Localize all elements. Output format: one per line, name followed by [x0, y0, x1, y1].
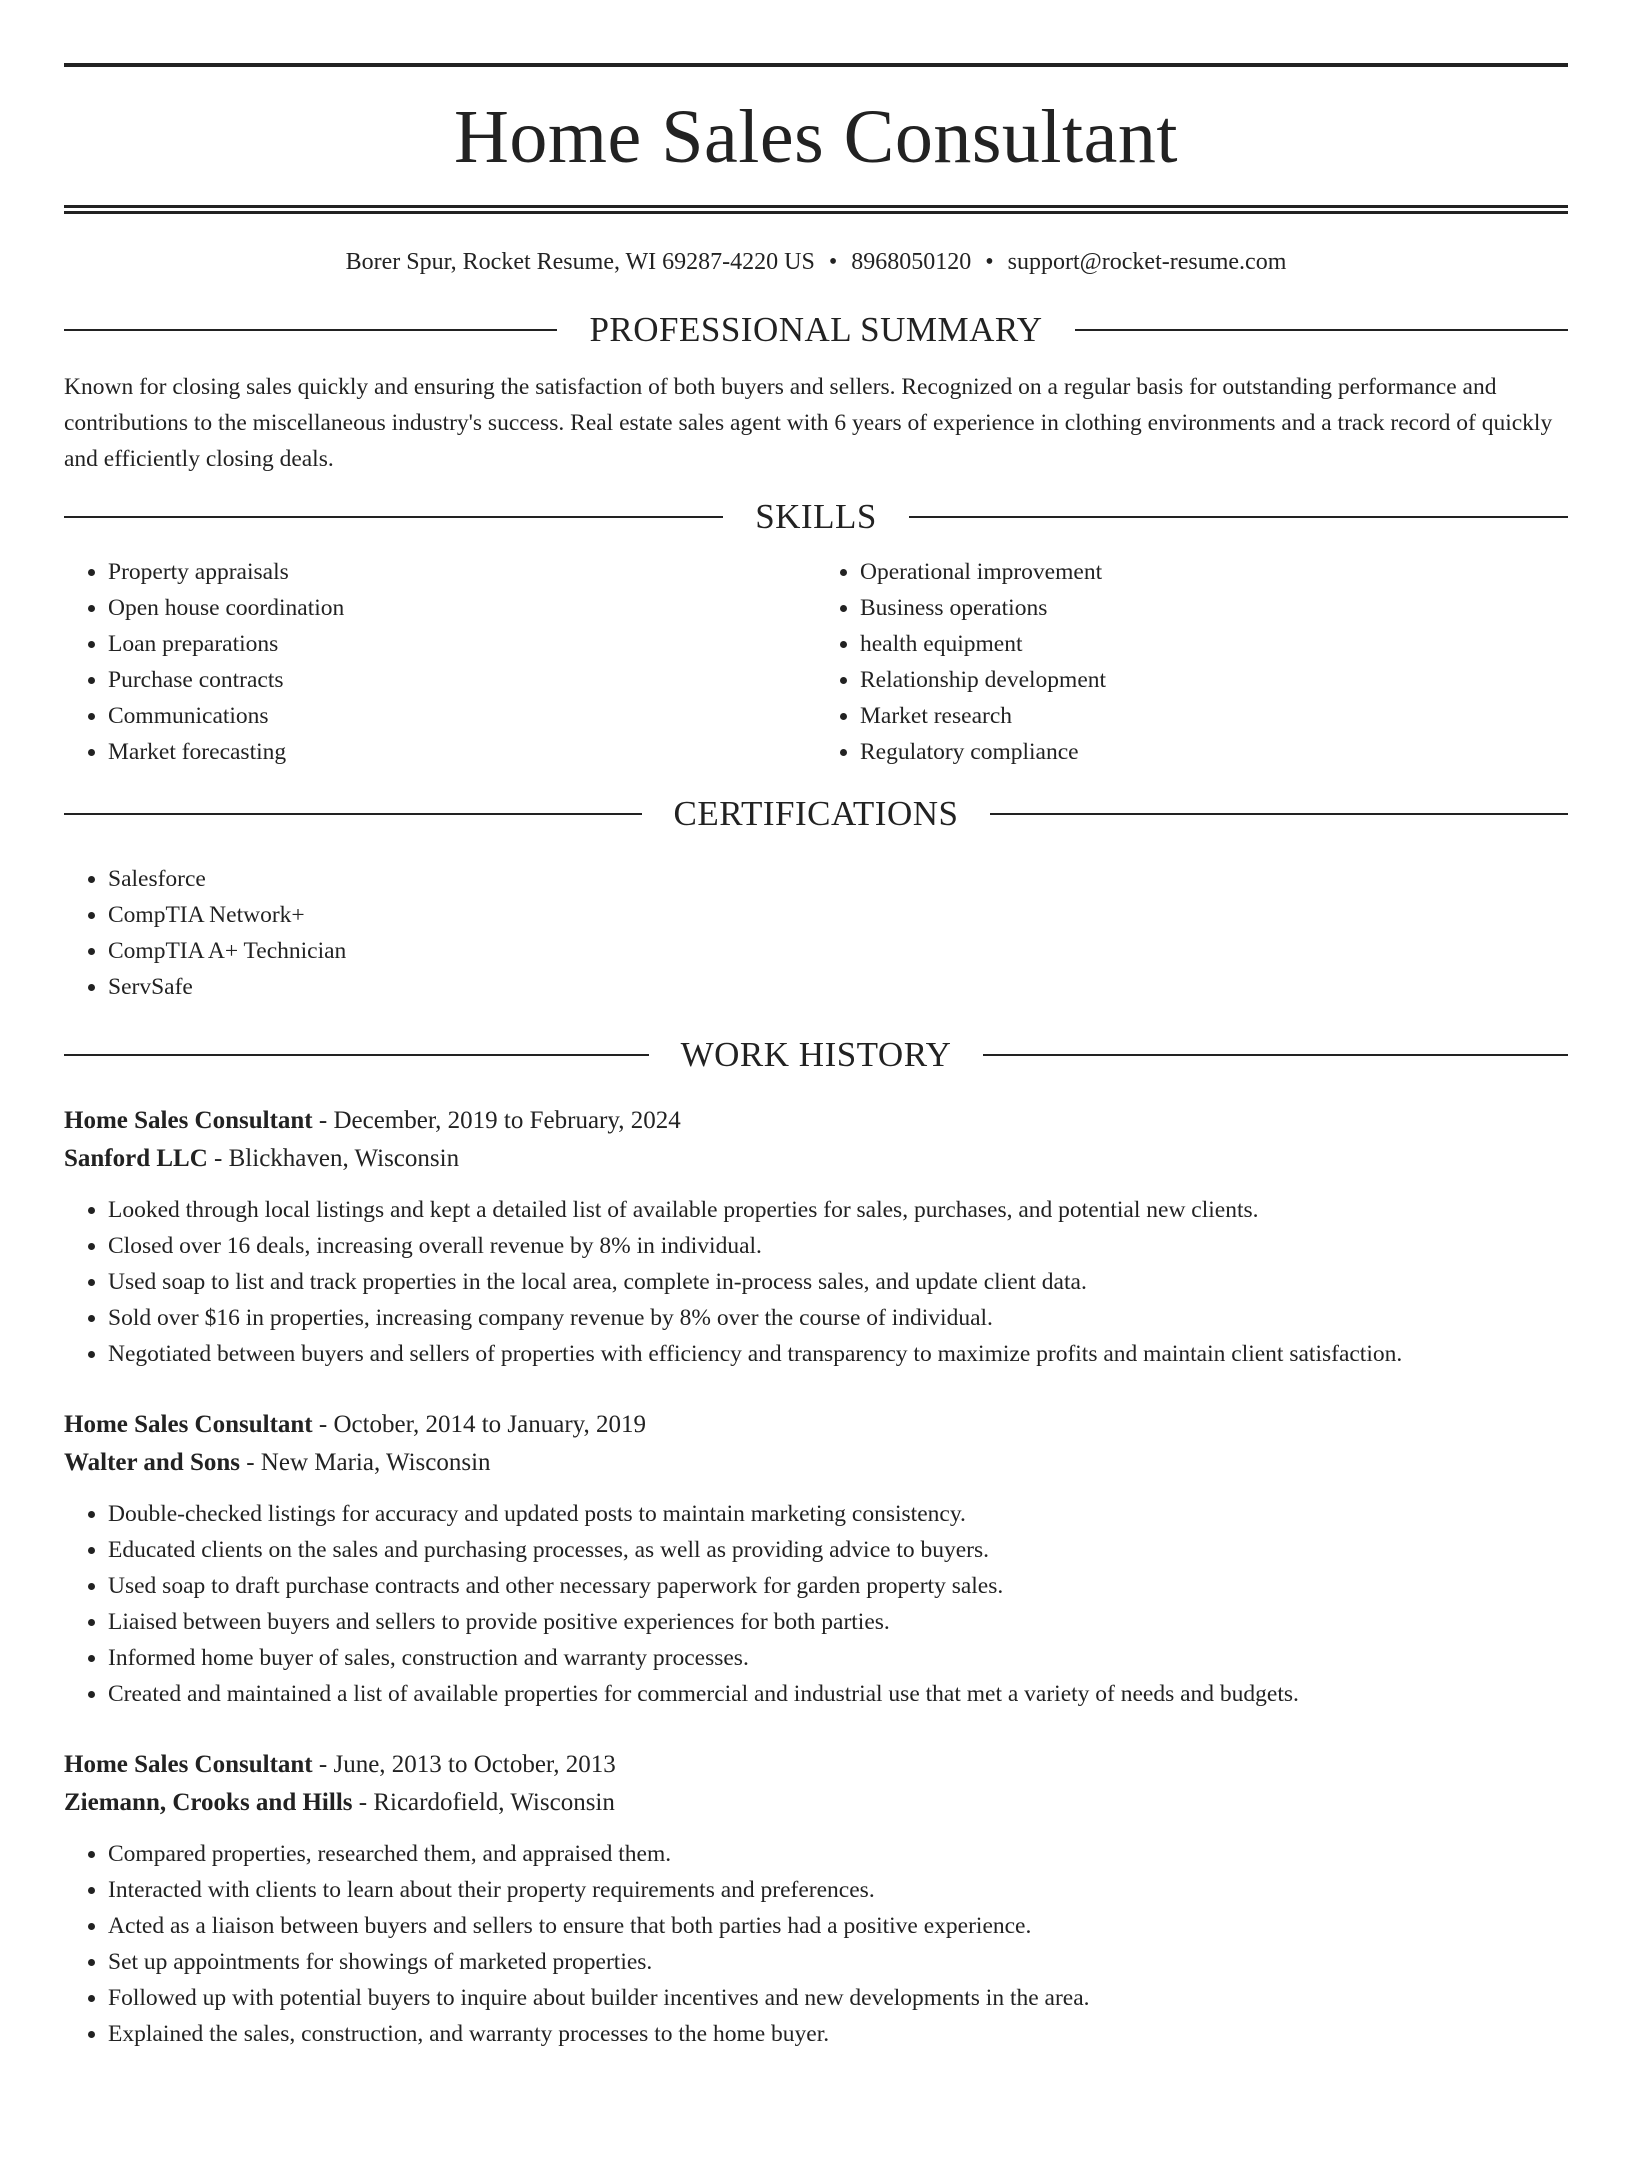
skill-item: • Operational improvement: [860, 554, 1568, 590]
heading-rule-left: [64, 813, 642, 815]
job-role: Home Sales Consultant: [64, 1751, 313, 1778]
job-bullet: • Followed up with potential buyers to inquire about builder incentives and new developments in the area.: [108, 1980, 1568, 2016]
contact-email: support@rocket-resume.com: [1007, 249, 1287, 275]
job-bullets: [64, 1496, 1568, 1712]
work-title: WORK HISTORY: [680, 1035, 952, 1074]
summary-title: PROFESSIONAL SUMMARY: [589, 310, 1043, 349]
contact-address: Borer Spur, Rocket Resume, WI 69287-4220 US: [345, 249, 815, 275]
skill-item: • health equipment: [860, 626, 1568, 662]
certification-item: • CompTIA Network+: [108, 897, 1568, 933]
skill-item: • Open house coordination: [108, 590, 816, 626]
job-bullet: • Looked through local listings and kept a detailed list of available properties for sales, purchases, and potential new clients.: [108, 1192, 1568, 1228]
job-title-line: [64, 1406, 1568, 1444]
skills-columns: [64, 554, 1568, 770]
job-bullet: • Used soap to draft purchase contracts and other necessary paperwork for garden property sales.: [108, 1568, 1568, 1604]
heading-rule-left: [64, 329, 557, 331]
job-title-line: [64, 1746, 1568, 1784]
certification-item: • CompTIA A+ Technician: [108, 933, 1568, 969]
job-entry: [64, 1746, 1568, 2052]
skill-item: • Communications: [108, 698, 816, 734]
job-dates: - October, 2014 to January, 2019: [312, 1411, 647, 1438]
job-bullet: • Used soap to list and track properties in the local area, complete in-process sales, and update client data.: [108, 1264, 1568, 1300]
heading-rule-left: [64, 1054, 649, 1056]
job-bullet: • Educated clients on the sales and purchasing processes, as well as providing advice to buyers.: [108, 1532, 1568, 1568]
contact-phone: 8968050120: [851, 249, 972, 275]
job-location: - New Maria, Wisconsin: [239, 1449, 491, 1476]
certifications-heading: [64, 796, 1568, 831]
job-bullet: • Closed over 16 deals, increasing overall revenue by 8% in individual.: [108, 1228, 1568, 1264]
summary-heading: [64, 312, 1568, 347]
certification-item: • ServSafe: [108, 969, 1568, 1005]
resume-name: Home Sales Consultant: [453, 95, 1178, 179]
name-double-rule: [64, 205, 1568, 214]
job-bullet: • Double-checked listings for accuracy and updated posts to maintain marketing consistency.: [108, 1496, 1568, 1532]
job-bullets: [64, 1192, 1568, 1372]
skills-heading: [64, 499, 1568, 534]
skill-item: • Regulatory compliance: [860, 734, 1568, 770]
skill-item: • Business operations: [860, 590, 1568, 626]
heading-rule-right: [990, 813, 1568, 815]
heading-rule-right: [983, 1054, 1568, 1056]
skill-item: • Loan preparations: [108, 626, 816, 662]
job-role: Home Sales Consultant: [64, 1107, 313, 1134]
work-heading: [64, 1037, 1568, 1072]
heading-rule-right: [1075, 329, 1568, 331]
job-bullet: • Set up appointments for showings of marketed properties.: [108, 1944, 1568, 1980]
job-dates: - June, 2013 to October, 2013: [312, 1751, 616, 1778]
job-company: Ziemann, Crooks and Hills: [64, 1789, 353, 1816]
job-dates: - December, 2019 to February, 2024: [312, 1107, 681, 1134]
job-entry: [64, 1406, 1568, 1712]
job-bullet: • Explained the sales, construction, and warranty processes to the home buyer.: [108, 2016, 1568, 2052]
contact-line: [64, 250, 1568, 274]
skills-right-list: [816, 554, 1568, 770]
job-bullet: • Interacted with clients to learn about their property requirements and preferences.: [108, 1872, 1568, 1908]
contact-separator: •: [985, 249, 994, 275]
job-bullet: • Compared properties, researched them, and appraised them.: [108, 1836, 1568, 1872]
job-bullet: • Created and maintained a list of available properties for commercial and industrial use that met a variety of needs and budgets.: [108, 1676, 1568, 1712]
skill-item: • Relationship development: [860, 662, 1568, 698]
certification-item: • Salesforce: [108, 861, 1568, 897]
job-bullet: • Liaised between buyers and sellers to provide positive experiences for both parties.: [108, 1604, 1568, 1640]
job-company-line: [64, 1444, 1568, 1482]
contact-separator: •: [828, 249, 838, 275]
summary-text: Known for closing sales quickly and ensuring the satisfaction of both buyers and sellers. Recognized on a regular basis for outstanding performance and contributions to the miscellaneous industry's success. Real estate sales agent with 6 years of experience in clothing environments and a track record of quickly and efficiently closing deals.: [64, 374, 1553, 472]
job-bullets: [64, 1836, 1568, 2052]
job-entry: [64, 1102, 1568, 1372]
skill-item: • Purchase contracts: [108, 662, 816, 698]
heading-rule-right: [909, 516, 1568, 518]
job-company-line: [64, 1140, 1568, 1178]
job-company: Walter and Sons: [64, 1449, 240, 1476]
resume-page: [0, 63, 1632, 2175]
skill-item: • Market research: [860, 698, 1568, 734]
certifications-title: CERTIFICATIONS: [673, 794, 959, 833]
job-company: Sanford LLC: [64, 1145, 208, 1172]
skills-title: SKILLS: [755, 497, 877, 536]
skills-left-list: [64, 554, 816, 770]
heading-rule-left: [64, 516, 723, 518]
job-bullet: • Informed home buyer of sales, construction and warranty processes.: [108, 1640, 1568, 1676]
skill-item: • Property appraisals: [108, 554, 816, 590]
job-bullet: • Acted as a liaison between buyers and sellers to ensure that both parties had a positive experience.: [108, 1908, 1568, 1944]
job-location: - Blickhaven, Wisconsin: [207, 1145, 460, 1172]
job-bullet: • Negotiated between buyers and sellers of properties with efficiency and transparency to maximize profits and maintain client satisfaction.: [108, 1336, 1568, 1372]
certifications-list: [64, 861, 1568, 1005]
job-role: Home Sales Consultant: [64, 1411, 313, 1438]
job-title-line: [64, 1102, 1568, 1140]
job-company-line: [64, 1784, 1568, 1822]
job-bullet: • Sold over $16 in properties, increasing company revenue by 8% over the course of individual.: [108, 1300, 1568, 1336]
skill-item: • Market forecasting: [108, 734, 816, 770]
job-location: - Ricardofield, Wisconsin: [352, 1789, 615, 1816]
